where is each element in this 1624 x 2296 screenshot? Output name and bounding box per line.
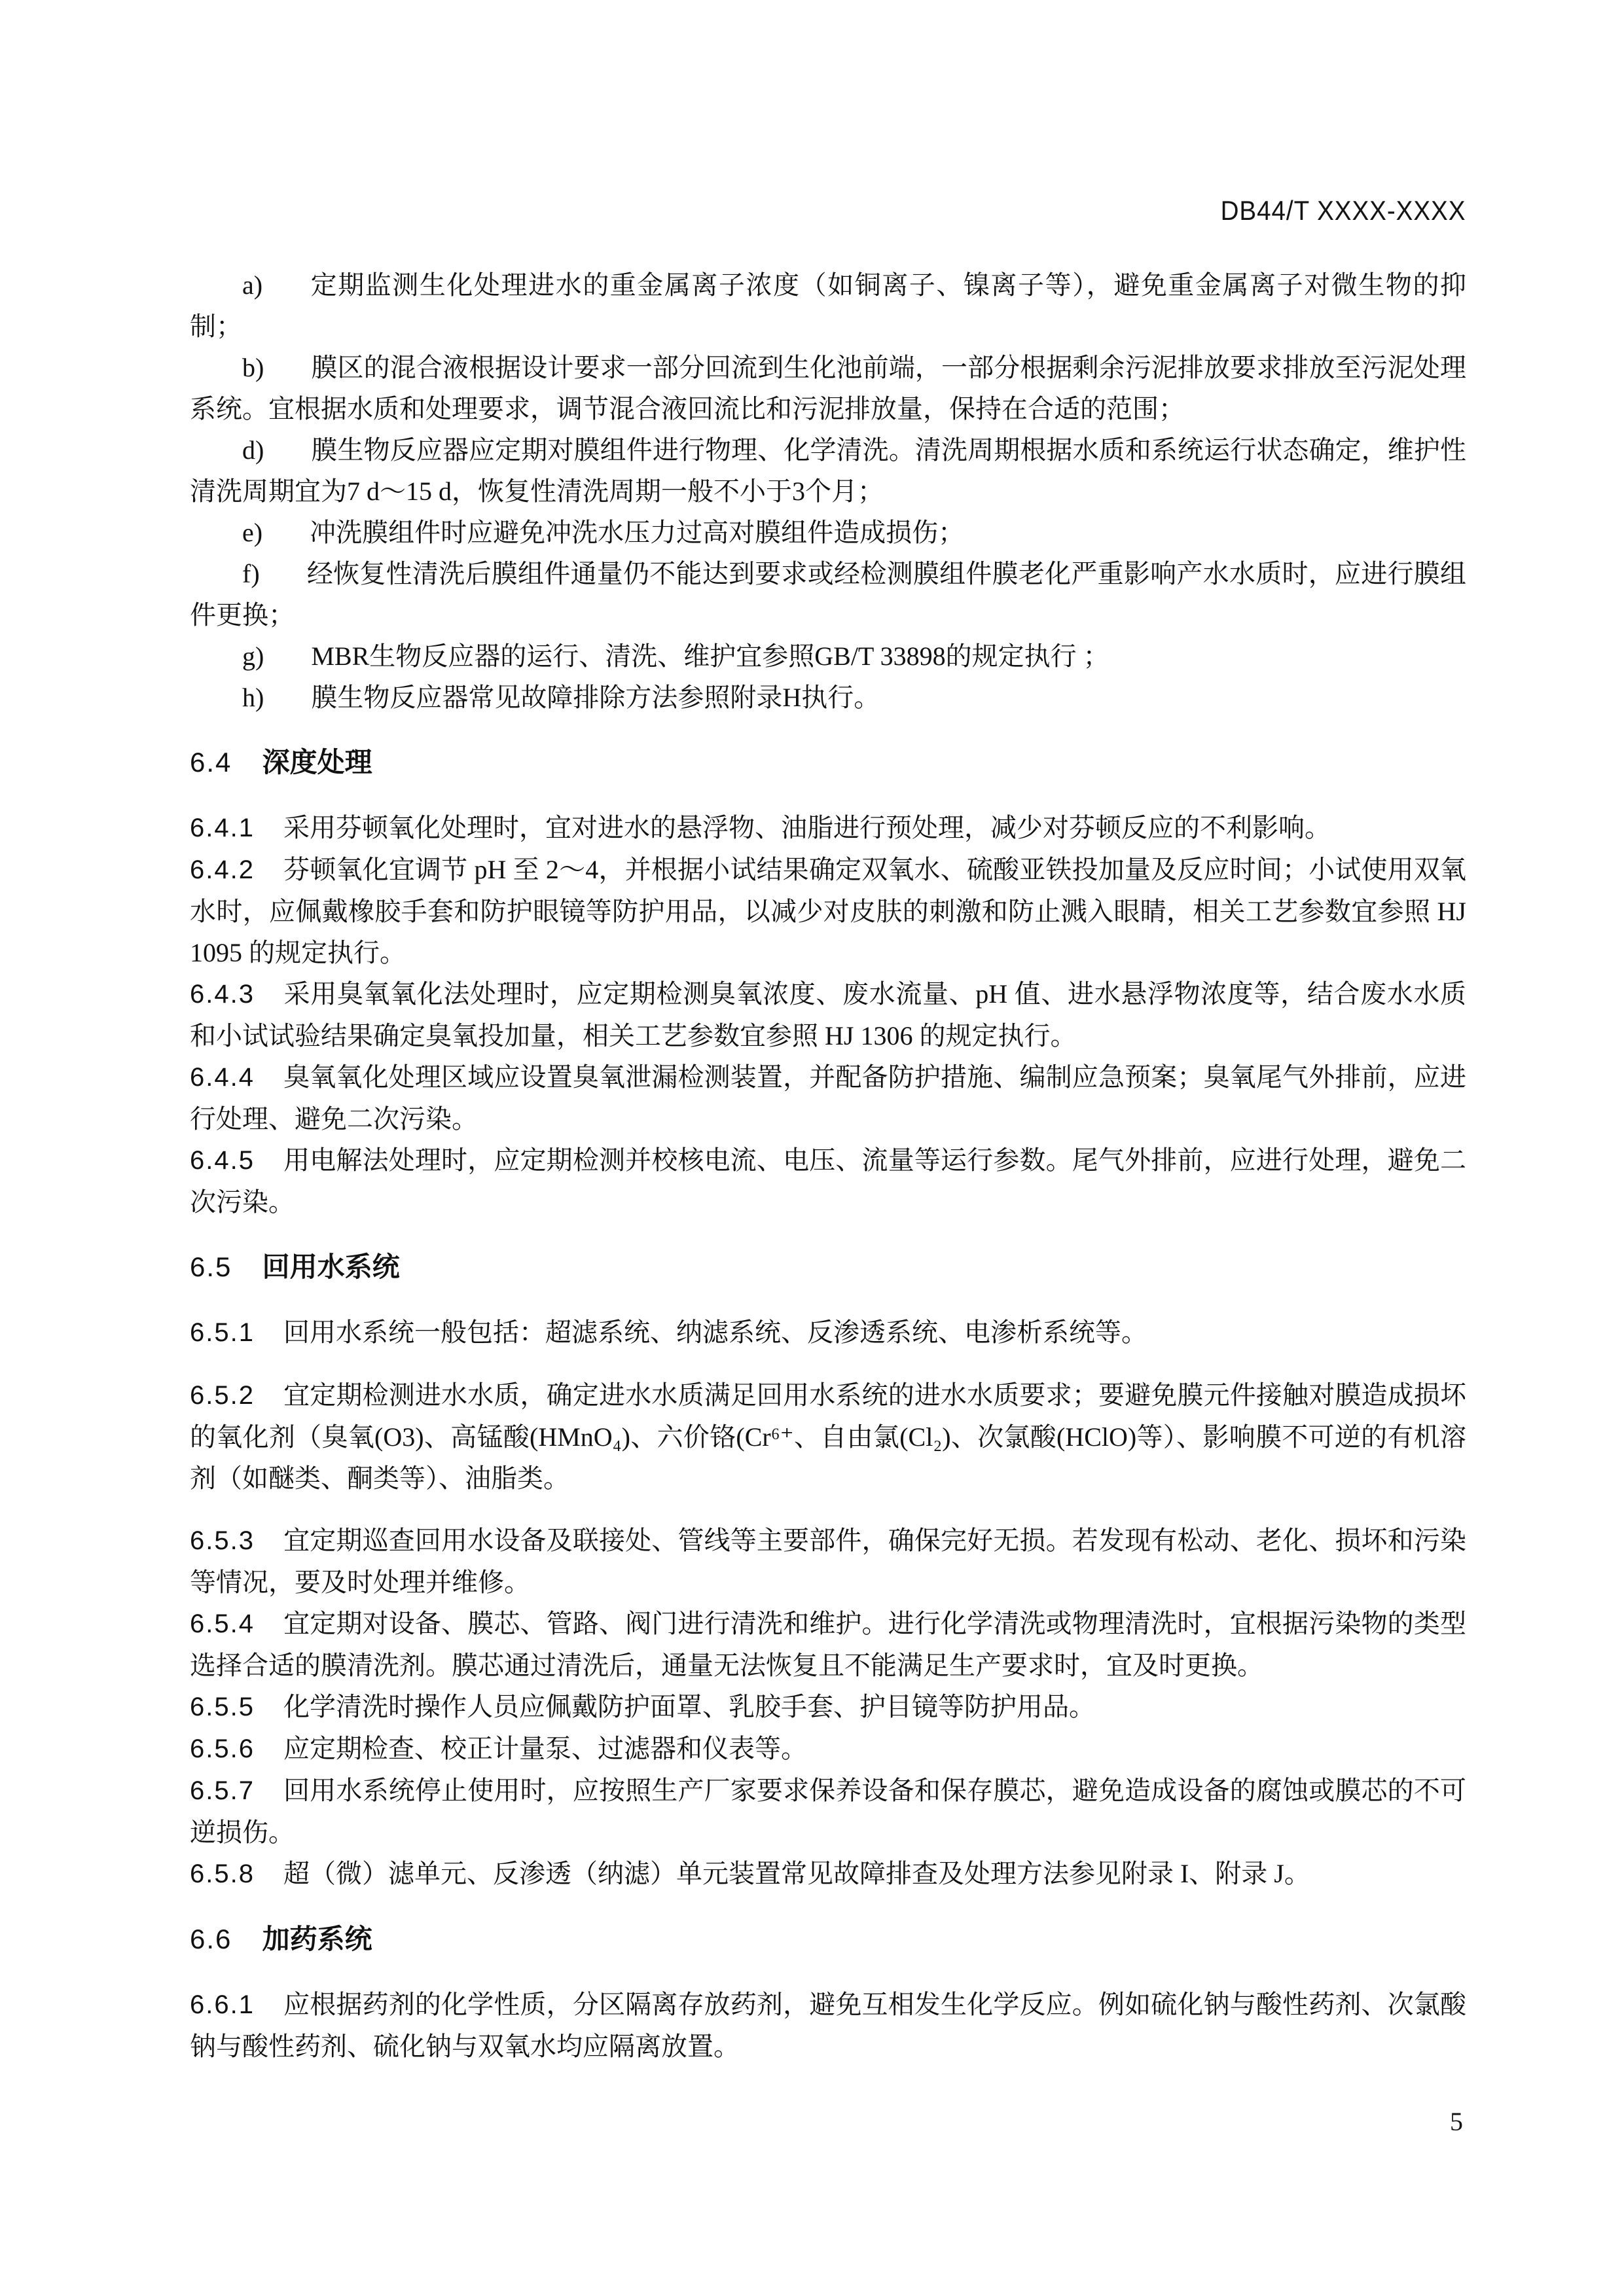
clause-number: 6.4.4 [190, 1063, 255, 1092]
clause-text: 用电解法处理时，应定期检测并校核电流、电压、流量等运行参数。尾气外排前，应进行处理，避免二次污染。 [190, 1145, 1466, 1217]
clause-text: 宜定期巡查回用水设备及联接处、管线等主要部件，确保完好无损。若发现有松动、老化、损坏和污染等情况，要及时处理并维修。 [190, 1526, 1466, 1597]
item-label: a) [242, 270, 263, 300]
item-text: 膜区的混合液根据设计要求一部分回流到生化池前端，一部分根据剩余污泥排放要求排放至污泥处理系统。宜根据水质和处理要求，调节混合液回流比和污泥排放量，保持在合适的范围； [190, 353, 1466, 423]
clause-text: 回用水系统一般包括：超滤系统、纳滤系统、反渗透系统、电渗析系统等。 [283, 1318, 1147, 1347]
clause-6-5-5 [190, 1686, 1466, 1728]
item-text: MBR生物反应器的运行、清洗、维护宜参照GB/T 33898的规定执行 ； [311, 641, 1110, 671]
section-heading-6-4 [190, 742, 1466, 783]
clause-text: 芬顿氧化宜调节 pH 至 2～4，并根据小试结果确定双氧水、硫酸亚铁投加量及反应时间；小试使用双氧水时，应佩戴橡胶手套和防护眼镜等防护用品，以减少对皮肤的刺激和防止溅入眼睛，相关工艺参数宜参照 HJ 1095 的规定执行。 [190, 855, 1466, 967]
doc-number: DB44/T XXXX-XXXX [1220, 195, 1466, 226]
clause-text: 采用芬顿氧化处理时，宜对进水的悬浮物、油脂进行预处理，减少对芬顿反应的不利影响。 [283, 813, 1331, 842]
list-item-d [190, 429, 1466, 512]
list-item-a [190, 264, 1466, 347]
item-text: 经恢复性清洗后膜组件通量仍不能达到要求或经检测膜组件膜老化严重影响产水水质时，应进行膜组件更换； [190, 559, 1466, 630]
item-text: 膜生物反应器应定期对膜组件进行物理、化学清洗。清洗周期根据水质和系统运行状态确定，维护性清洗周期宜为7 d～15 d，恢复性清洗周期一般不小于3个月； [190, 435, 1466, 506]
clause-text: 采用臭氧氧化法处理时，应定期检测臭氧浓度、废水流量、pH 值、进水悬浮物浓度等，结合废水水质和小试试验结果确定臭氧投加量，相关工艺参数宜参照 HJ 1306 的规定执行。 [190, 979, 1466, 1050]
clause-number: 6.5.7 [190, 1776, 255, 1805]
clause-number: 6.5.4 [190, 1609, 255, 1638]
clause-number: 6.4.1 [190, 814, 255, 842]
list-item-g [190, 636, 1466, 677]
list-item-f [190, 553, 1466, 636]
clause-6-5-6 [190, 1728, 1466, 1770]
section-number: 6.5 [190, 1251, 232, 1282]
item-label: g) [242, 641, 264, 671]
item-label: d) [242, 435, 264, 465]
item-label: h) [242, 683, 264, 712]
clause-6-4-2 [190, 849, 1466, 973]
clause-6-4-1 [190, 807, 1466, 849]
item-label: e) [242, 518, 263, 547]
list-item-e [190, 512, 1466, 553]
clause-6-6-1 [190, 1984, 1466, 2067]
section-title: 加药系统 [262, 1924, 372, 1954]
clause-number: 6.5.1 [190, 1318, 255, 1347]
clause-text: 化学清洗时操作人员应佩戴防护面罩、乳胶手套、护目镜等防护用品。 [283, 1692, 1095, 1721]
section-number: 6.4 [190, 747, 232, 778]
clause-number: 6.6.1 [190, 1990, 255, 2019]
clause-6-5-2 [190, 1374, 1466, 1499]
clause-text: 宜定期检测进水水质，确定进水水质满足回用水系统的进水水质要求；要避免膜元件接触对膜造成损坏的氧化剂（臭氧(O3)、高锰酸(HMnO₄)、六价铬(Cr⁶⁺、自由氯(Cl₂)、次氯酸(HClO)等）、影响膜不可逆的有机溶剂（如醚类、酮类等）、油脂类。 [190, 1380, 1466, 1493]
clause-number: 6.5.3 [190, 1526, 255, 1555]
list-item-b [190, 347, 1466, 429]
clause-6-5-8 [190, 1853, 1466, 1895]
section-title: 深度处理 [262, 747, 372, 778]
clause-number: 6.5.6 [190, 1734, 255, 1763]
item-label: f) [242, 559, 260, 588]
document-body [0, 264, 1624, 2067]
clause-6-4-4 [190, 1056, 1466, 1139]
clause-6-5-4 [190, 1603, 1466, 1686]
clause-6-4-3 [190, 973, 1466, 1056]
clause-6-5-3 [190, 1520, 1466, 1603]
document-header [0, 195, 1624, 226]
clause-text: 宜定期对设备、膜芯、管路、阀门进行清洗和维护。进行化学清洗或物理清洗时，宜根据污染物的类型选择合适的膜清洗剂。膜芯通过清洗后，通量无法恢复且不能满足生产要求时，宜及时更换。 [190, 1609, 1466, 1680]
clause-6-5-1 [190, 1312, 1466, 1354]
section-number: 6.6 [190, 1924, 232, 1954]
clause-6-5-7 [190, 1770, 1466, 1853]
section-heading-6-6 [190, 1918, 1466, 1960]
clause-number: 6.4.5 [190, 1146, 255, 1175]
section-title: 回用水系统 [262, 1251, 400, 1282]
item-label: b) [242, 353, 264, 382]
clause-text: 回用水系统停止使用时，应按照生产厂家要求保养设备和保存膜芯，避免造成设备的腐蚀或膜芯的不可逆损伤。 [190, 1776, 1466, 1847]
item-text: 定期监测生化处理进水的重金属离子浓度（如铜离子、镍离子等），避免重金属离子对微生物的抑制； [190, 270, 1466, 341]
page-number: 5 [1450, 2107, 1463, 2136]
item-text: 冲洗膜组件时应避免冲洗水压力过高对膜组件造成损伤； [310, 518, 965, 547]
clause-number: 6.5.8 [190, 1859, 255, 1888]
clause-number: 6.5.2 [190, 1381, 255, 1410]
section-heading-6-5 [190, 1246, 1466, 1287]
clause-number: 6.5.5 [190, 1693, 255, 1721]
clause-text: 应根据药剂的化学性质，分区隔离存放药剂，避免互相发生化学反应。例如硫化钠与酸性药剂、次氯酸钠与酸性药剂、硫化钠与双氧水均应隔离放置。 [190, 1990, 1466, 2061]
clause-text: 应定期检查、校正计量泵、过滤器和仪表等。 [283, 1734, 807, 1763]
clause-number: 6.4.2 [190, 855, 255, 884]
clause-text: 臭氧氧化处理区域应设置臭氧泄漏检测装置，并配备防护措施、编制应急预案；臭氧尾气外排前，应进行处理、避免二次污染。 [190, 1062, 1466, 1134]
item-text: 膜生物反应器常见故障排除方法参照附录H执行。 [311, 683, 880, 712]
clause-6-4-5 [190, 1139, 1466, 1223]
clause-text: 超（微）滤单元、反渗透（纳滤）单元装置常见故障排查及处理方法参见附录 I、附录 J。 [283, 1859, 1310, 1888]
clause-number: 6.4.3 [190, 980, 255, 1009]
list-item-h [190, 677, 1466, 718]
